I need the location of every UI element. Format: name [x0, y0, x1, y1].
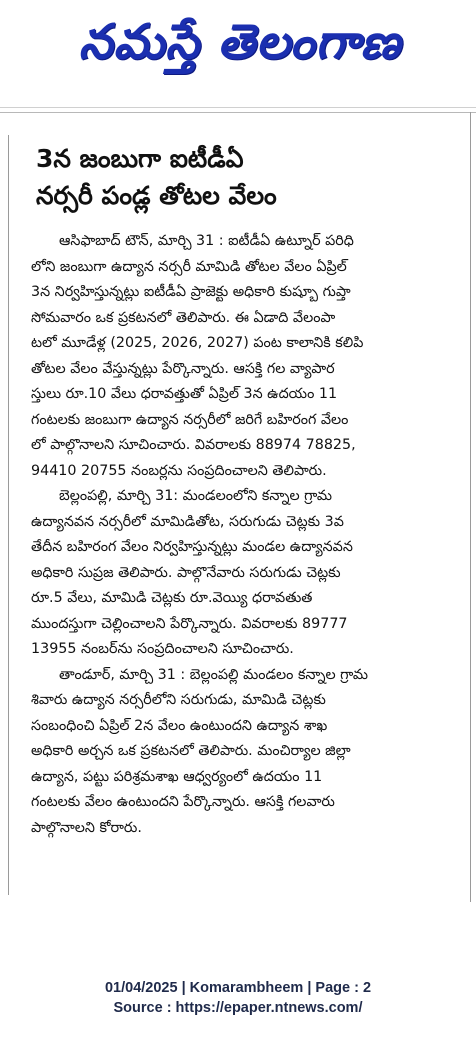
body-line: లోని జంబుగా ఉద్యాన నర్సరీ మామిడి తోటల వేలం ఏప్రిల్	[31, 258, 347, 275]
masthead-title: నమస్తే తెలంగాణ	[78, 14, 402, 70]
body-line: 13955 నంబర్‌ను సంప్రదించాలని సూచించారు.	[31, 641, 294, 657]
body-line: గంటలకు వేలం ఉంటుందని పేర్కొన్నారు. ఆసక్తి గలవారు	[31, 794, 335, 810]
headline-line: 3న జంబుగా ఐటీడీఏ	[36, 144, 244, 173]
body-line: టలో మూడేళ్ల (2025, 2026, 2027) పంట కాలానికి కలిపి	[31, 335, 364, 351]
masthead-divider	[0, 107, 476, 108]
body-line: పాల్గొనాలని కోరారు.	[31, 819, 142, 836]
body-line: స్తులు రూ.10 వేలు ధరావత్తుతో ఏప్రిల్ 3న ఉదయం 11	[31, 386, 338, 402]
body-line: అధికారి అర్చన ఒక ప్రకటనలో తెలిపారు. మంచిర్యాల జిల్లా	[31, 743, 351, 759]
headline-line: నర్సరీ పండ్ల తోటల వేలం	[36, 181, 277, 210]
body-line: తాండూర్, మార్చి 31 : బెల్లంపల్లి మండలం కన్నాల గ్రామ	[59, 666, 369, 683]
body-line: 3న నిర్వహిస్తున్నట్లు ఐటీడీఏ ప్రాజెక్టు అధికారి కుష్బూ గుప్తా	[31, 284, 351, 300]
body-line: సంబంధించి ఏప్రిల్ 2న వేలం ఉంటుందని ఉద్యాన శాఖ	[31, 717, 328, 734]
article-headline	[36, 140, 456, 214]
body-line: ముందస్తుగా చెల్లించాలని పేర్కొన్నారు. వివరాలకు 89777	[31, 615, 348, 632]
paragraph-bellampalli	[31, 484, 446, 663]
footer-edition: 01/04/2025 | Komarambheem | Page : 2	[104, 980, 372, 996]
body-line: ఆసిఫాబాద్ టౌన్, మార్చి 31 : ఐటీడీఏ ఉట్నూర్ పరిధి	[59, 233, 354, 249]
footer-info	[0, 978, 476, 1018]
body-line: సోమవారం ఒక ప్రకటనలో తెలిపారు. ఈ ఏడాది వేలంపా	[31, 309, 336, 326]
article-body	[31, 229, 446, 841]
footer-source: Source : https://epaper.ntnews.com/	[113, 1000, 363, 1016]
body-line: 94410 20755 నంబర్లను సంప్రదించాలని తెలిపారు.	[31, 462, 327, 479]
body-line: శివారు ఉద్యాన నర్సరీలోని సరుగుడు, మామిడి చెట్లకు	[31, 692, 326, 708]
body-line: తోటల వేలం వేస్తున్నట్లు పేర్కొన్నారు. ఆసక్తి గల వ్యాపార	[31, 360, 335, 377]
body-line: గంటలకు జంబుగా ఉద్యాన నర్సరీలో జరిగే బహిరంగ వేలం	[31, 411, 349, 428]
body-line: రూ.5 వేలు, మామిడి చెట్లకు రూ.వెయ్యి ధరావతుత	[31, 590, 313, 606]
paragraph-tandur	[31, 663, 446, 842]
body-line: ఉద్యానవన నర్సరీలో మామిడితోట, సరుగుడు చెట్లకు 3వ	[31, 513, 344, 530]
body-line: లో పాల్గొనాలని సూచించారు. వివరాలకు 88974 78825,	[31, 437, 356, 453]
clipping-left-border	[8, 135, 9, 895]
body-line: అధికారి సుప్రజ తెలిపారు. పాల్గొనేవారు సరుగుడు చెట్లకు	[31, 564, 341, 581]
masthead-logo	[40, 6, 440, 78]
body-line: ఉద్యాన, పట్టు పరిశ్రమశాఖ ఆధ్వర్యంలో ఉదయం 11	[31, 768, 323, 785]
clipping-right-border	[470, 112, 471, 902]
body-line: తేదీన బహిరంగ వేలం నిర్వహిస్తున్నట్లు మండల ఉద్యానవన	[31, 539, 353, 555]
body-line: బెల్లంపల్లి, మార్చి 31: మండలంలోని కన్నాల గ్రామ	[59, 488, 333, 504]
paragraph-ip	[31, 229, 446, 484]
